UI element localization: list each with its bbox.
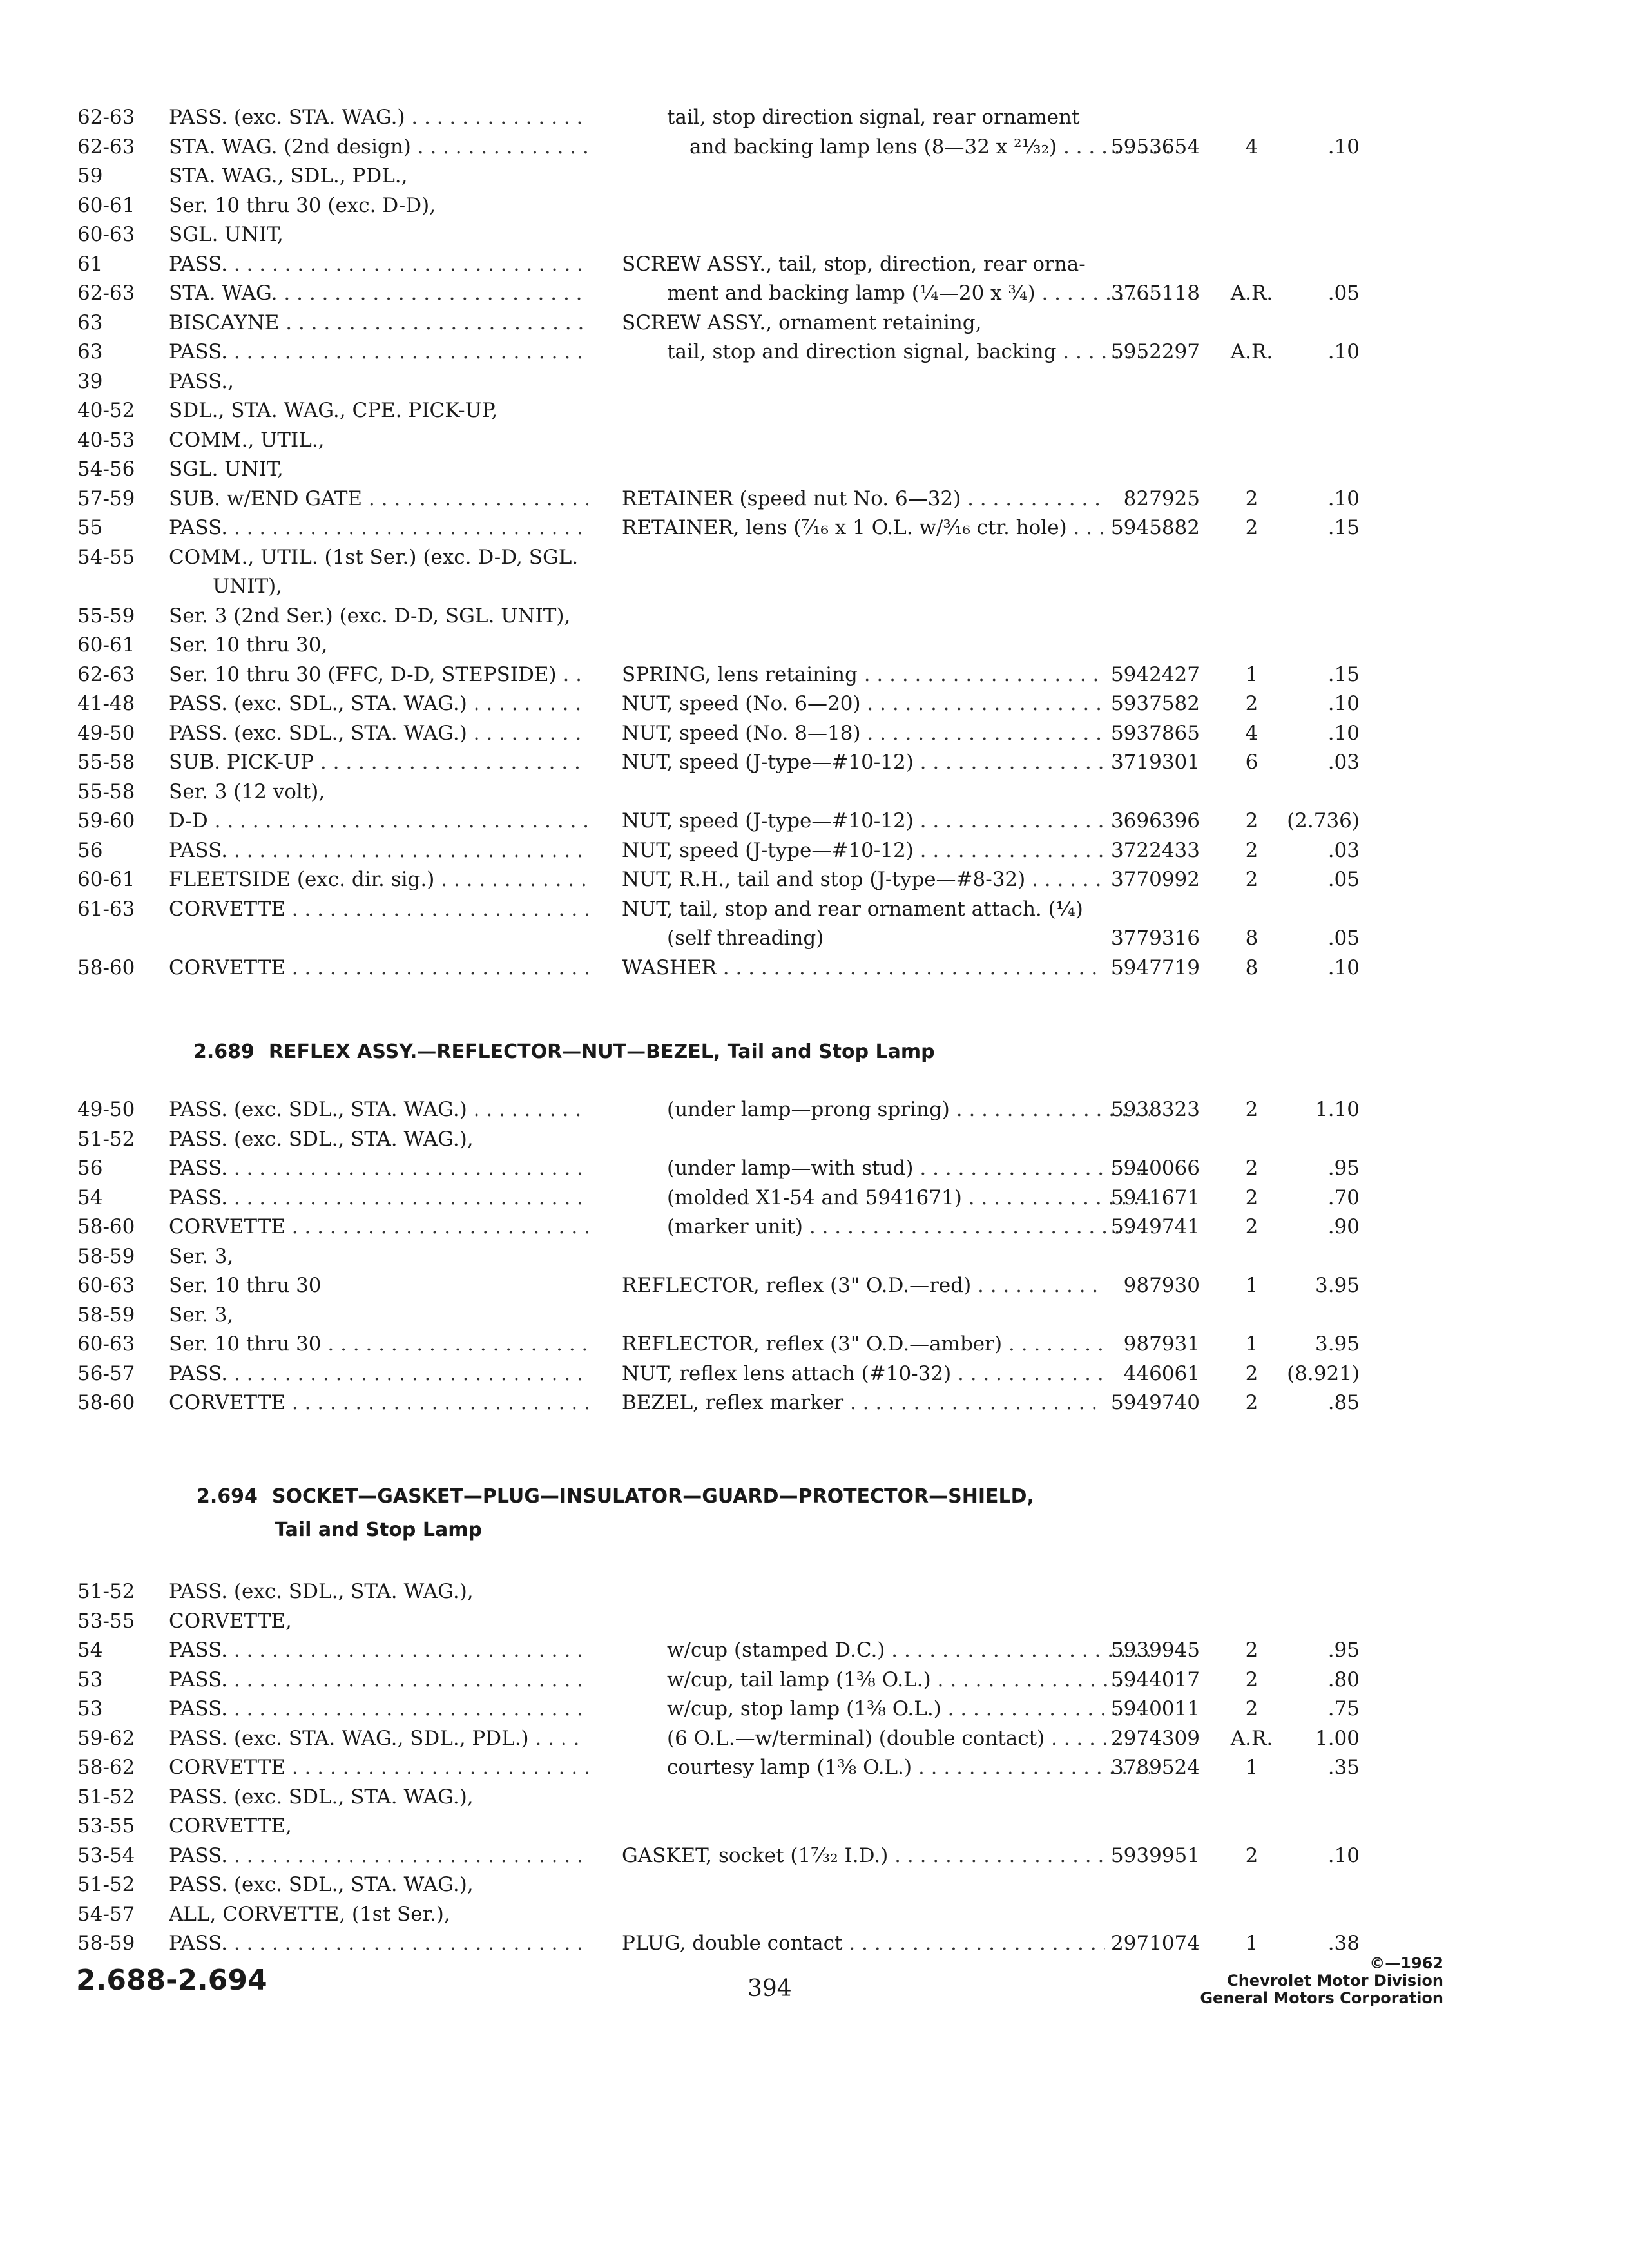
quantity: 4	[1245, 135, 1258, 159]
parts-row	[0, 338, 1629, 367]
model-description: Ser. 10 thru 30,	[169, 633, 328, 657]
part-description: tail, stop and direction signal, backing . . .	[622, 338, 1150, 367]
quantity: 2	[1245, 1697, 1258, 1720]
model-description: Ser. 3,	[169, 1244, 234, 1268]
part-description: (6 O.L.—w/terminal) (double contact) . . .	[622, 1724, 1150, 1754]
parts-row	[0, 778, 1629, 807]
quantity: 1	[1245, 662, 1258, 686]
part-number: 2974309	[1110, 1726, 1200, 1750]
section-title: SOCKET—GASKET—PLUG—INSULATOR—GUARD—PROTECTOR—SHIELD,	[271, 1485, 1034, 1508]
part-number: 3779316	[1110, 927, 1200, 950]
year-range: 54	[77, 1186, 103, 1209]
price: (8.921)	[1287, 1361, 1360, 1385]
year-range: 62-63	[77, 106, 135, 129]
model-description: PASS. . . .	[169, 1695, 588, 1724]
price: 1.00	[1315, 1726, 1360, 1750]
section-title-line2: Tail and Stop Lamp	[275, 1519, 482, 1541]
part-description: NUT, speed (No. 8—18) . . .	[622, 719, 1105, 749]
part-description: (self threading)	[667, 927, 824, 950]
section-subtitle-2-694	[275, 1514, 482, 1546]
parts-row	[0, 1184, 1629, 1213]
model-description: Ser. 3 (12 volt),	[169, 780, 325, 803]
part-description: and backing lamp lens (8—32 x ²¹⁄₃₂) . . .	[622, 133, 1173, 162]
parts-row	[0, 1125, 1629, 1155]
part-number: 3789524	[1110, 1756, 1200, 1779]
model-description: ALL, CORVETTE, (1st Ser.),	[169, 1902, 450, 1926]
price: .85	[1327, 1391, 1360, 1414]
part-number: 5939945	[1110, 1639, 1200, 1662]
year-range: 51-52	[77, 1580, 135, 1603]
part-number: 3722433	[1110, 838, 1200, 862]
model-description: PASS. (exc. SDL., STA. WAG.),	[169, 1127, 474, 1151]
parts-row	[0, 1900, 1629, 1930]
model-description: SUB. w/END GATE . . .	[169, 485, 588, 514]
year-range: 55	[77, 516, 103, 539]
year-range: 61	[77, 252, 103, 276]
quantity: 2	[1245, 1639, 1258, 1662]
price: 3.95	[1315, 1274, 1360, 1297]
model-description: PASS. (exc. STA. WAG.) . . .	[169, 103, 588, 133]
parts-row	[0, 1695, 1629, 1724]
price: .03	[1327, 838, 1360, 862]
model-description: COMM., UTIL. (1st Ser.) (exc. D-D, SGL.	[169, 545, 579, 569]
part-number: 3696396	[1110, 809, 1200, 832]
part-description: RETAINER (speed nut No. 6—32) . . .	[622, 485, 1105, 514]
parts-row	[0, 1095, 1629, 1125]
year-range: 51-52	[77, 1127, 135, 1151]
parts-row	[0, 1607, 1629, 1637]
part-number: 5937865	[1110, 721, 1200, 745]
model-description: PASS. . . .	[169, 836, 588, 866]
section-2-689	[0, 1095, 1629, 1418]
parts-row	[0, 1154, 1629, 1184]
part-description: WASHER . . .	[622, 954, 1105, 983]
price: .10	[1327, 135, 1360, 159]
model-description: PASS. . . .	[169, 514, 588, 543]
part-number: 5940011	[1110, 1697, 1200, 1720]
quantity: A.R.	[1230, 1726, 1273, 1750]
part-description: (under lamp—prong spring) . . .	[622, 1095, 1150, 1125]
parts-row	[0, 103, 1629, 133]
part-description: REFLECTOR, reflex (3" O.D.—amber) . . .	[622, 1330, 1105, 1360]
quantity: 2	[1245, 809, 1258, 832]
model-description: PASS. . . .	[169, 1666, 588, 1695]
price: .95	[1327, 1157, 1360, 1180]
year-range: 55-58	[77, 751, 135, 774]
parts-row	[0, 1213, 1629, 1242]
year-range: 40-52	[77, 399, 135, 422]
price: .10	[1327, 721, 1360, 745]
parts-row	[0, 309, 1629, 338]
page-number: 394	[747, 1975, 792, 2002]
quantity: 8	[1245, 956, 1258, 979]
parts-row	[0, 1389, 1629, 1418]
parts-row	[0, 719, 1629, 749]
model-description: PASS. (exc. SDL., STA. WAG.) . . .	[169, 1095, 588, 1125]
year-range: 57-59	[77, 486, 135, 510]
quantity: 4	[1245, 721, 1258, 745]
year-range: 54-56	[77, 457, 135, 481]
quantity: 2	[1245, 486, 1258, 510]
parts-row	[0, 1242, 1629, 1272]
page-range: 2.688-2.694	[76, 1964, 267, 1997]
model-description: Ser. 10 thru 30	[169, 1274, 322, 1297]
parts-row	[0, 367, 1629, 397]
price: .35	[1327, 1756, 1360, 1779]
parts-row	[0, 1360, 1629, 1389]
model-description: Ser. 10 thru 30 (exc. D-D),	[169, 193, 436, 217]
model-description: Ser. 10 thru 30 (FFC, D-D, STEPSIDE) . . .	[169, 660, 588, 690]
part-description: GASKET, socket (1⁷⁄₃₂ I.D.) . . .	[622, 1841, 1105, 1871]
model-description: D-D . . .	[169, 807, 588, 836]
price: .05	[1327, 927, 1360, 950]
year-range: 62-63	[77, 135, 135, 159]
year-range: 53-55	[77, 1814, 135, 1838]
parts-row	[0, 1724, 1629, 1754]
parts-row	[0, 1666, 1629, 1695]
section-title: REFLEX ASSY.—REFLECTOR—NUT—BEZEL, Tail and Stop Lamp	[268, 1041, 935, 1063]
quantity: 1	[1245, 1332, 1258, 1356]
part-description: (marker unit) . . .	[622, 1213, 1150, 1242]
model-description: PASS. (exc. STA. WAG., SDL., PDL.) . . .	[169, 1724, 588, 1754]
quantity: 1	[1245, 1932, 1258, 1955]
part-description: RETAINER, lens (⁷⁄₁₆ x 1 O.L. w/³⁄₁₆ ctr. hole) . . .	[622, 514, 1105, 543]
quantity: 2	[1245, 516, 1258, 539]
year-range: 58-59	[77, 1932, 135, 1955]
section-2-688-continued	[0, 103, 1629, 983]
model-description: PASS. . . .	[169, 1154, 588, 1184]
year-range: 58-60	[77, 956, 135, 979]
part-description: NUT, speed (J-type—#10-12) . . .	[622, 807, 1105, 836]
model-description: PASS. . . .	[169, 1929, 588, 1959]
parts-row	[0, 543, 1629, 573]
year-range: 56	[77, 838, 103, 862]
model-description: STA. WAG. . . .	[169, 279, 588, 309]
parts-row	[0, 1636, 1629, 1666]
model-description: PASS. . . .	[169, 1184, 588, 1213]
price: .15	[1327, 662, 1360, 686]
section-2-694	[0, 1577, 1629, 1959]
model-description: PASS. (exc. SDL., STA. WAG.),	[169, 1873, 474, 1896]
parts-row	[0, 1271, 1629, 1301]
quantity: 2	[1245, 1098, 1258, 1121]
price: .80	[1327, 1667, 1360, 1691]
part-number: 987930	[1123, 1274, 1200, 1297]
model-description: CORVETTE . . .	[169, 1753, 588, 1783]
model-description: PASS.,	[169, 369, 234, 393]
year-range: 53-54	[77, 1843, 135, 1867]
price: .03	[1327, 751, 1360, 774]
quantity: 2	[1245, 1186, 1258, 1209]
quantity: 6	[1245, 751, 1258, 774]
model-description: Ser. 3,	[169, 1303, 234, 1327]
model-description: PASS. (exc. SDL., STA. WAG.) . . .	[169, 689, 588, 719]
model-description: PASS. (exc. SDL., STA. WAG.),	[169, 1580, 474, 1603]
parts-row	[0, 748, 1629, 778]
year-range: 56	[77, 1157, 103, 1180]
year-range: 63	[77, 340, 103, 363]
section-number: 2.689	[193, 1041, 255, 1063]
parts-row	[0, 1577, 1629, 1607]
quantity: 2	[1245, 868, 1258, 891]
price: .10	[1327, 1843, 1360, 1867]
part-description: courtesy lamp (1⅜ O.L.) . . .	[622, 1753, 1150, 1783]
part-number: 5953654	[1110, 135, 1200, 159]
year-range: 54-55	[77, 545, 135, 569]
year-range: 60-61	[77, 633, 135, 657]
part-description: NUT, reflex lens attach (#10-32) . . .	[622, 1360, 1105, 1389]
model-description: SGL. UNIT,	[169, 223, 284, 246]
price: .15	[1327, 516, 1360, 539]
price: (2.736)	[1287, 809, 1360, 832]
model-description: CORVETTE . . .	[169, 895, 588, 925]
part-description: (molded X1-54 and 5941671) . . .	[622, 1184, 1150, 1213]
part-number: 5940066	[1110, 1157, 1200, 1180]
parts-row	[0, 572, 1629, 602]
part-number: 5938323	[1110, 1098, 1200, 1121]
price: .75	[1327, 1697, 1360, 1720]
model-description: PASS. (exc. SDL., STA. WAG.),	[169, 1785, 474, 1809]
model-description: PASS. . . .	[169, 1636, 588, 1666]
division-name: Chevrolet Motor Division	[1227, 1972, 1443, 1990]
parts-row	[0, 631, 1629, 660]
year-range: 60-63	[77, 1274, 135, 1297]
part-number: 5945882	[1110, 516, 1200, 539]
publisher-block	[1095, 1955, 1443, 2007]
part-description: NUT, R.H., tail and stop (J-type—#8-32) . . .	[622, 865, 1105, 895]
year-range: 56-57	[77, 1361, 135, 1385]
model-description: FLEETSIDE (exc. dir. sig.) . . .	[169, 865, 588, 895]
quantity: 1	[1245, 1274, 1258, 1297]
price: 3.95	[1315, 1332, 1360, 1356]
model-description: CORVETTE . . .	[169, 954, 588, 983]
parts-row	[0, 924, 1629, 954]
quantity: 8	[1245, 927, 1258, 950]
part-number: 446061	[1123, 1361, 1200, 1385]
year-range: 61-63	[77, 897, 135, 921]
year-range: 59	[77, 164, 103, 187]
part-number: 5942427	[1110, 662, 1200, 686]
year-range: 62-63	[77, 282, 135, 305]
quantity: 2	[1245, 1843, 1258, 1867]
parts-row	[0, 426, 1629, 456]
quantity: 1	[1245, 1756, 1258, 1779]
part-number: 5937582	[1110, 692, 1200, 715]
year-range: 40-53	[77, 428, 135, 452]
model-description: PASS. . . .	[169, 338, 588, 367]
part-description: NUT, speed (J-type—#10-12) . . .	[622, 748, 1105, 778]
year-range: 41-48	[77, 692, 135, 715]
model-description: CORVETTE,	[169, 1609, 292, 1633]
section-heading-2-689	[193, 1036, 935, 1068]
year-range: 39	[77, 369, 103, 393]
price: .05	[1327, 868, 1360, 891]
part-number: 5939951	[1110, 1843, 1200, 1867]
part-description: SCREW ASSY., ornament retaining,	[622, 311, 982, 334]
part-description: PLUG, double contact . . .	[622, 1929, 1105, 1959]
year-range: 58-60	[77, 1391, 135, 1414]
part-number: 5952297	[1110, 340, 1200, 363]
parts-row	[0, 602, 1629, 631]
quantity: 2	[1245, 1215, 1258, 1238]
parts-row	[0, 485, 1629, 514]
part-number: 3770992	[1110, 868, 1200, 891]
part-number: 987931	[1123, 1332, 1200, 1356]
section-heading-2-694	[197, 1481, 1034, 1513]
part-description: w/cup, stop lamp (1⅜ O.L.) . . .	[622, 1695, 1150, 1724]
year-range: 58-59	[77, 1303, 135, 1327]
price: 1.10	[1315, 1098, 1360, 1121]
price: .10	[1327, 692, 1360, 715]
price: .10	[1327, 956, 1360, 979]
part-number: 3719301	[1110, 751, 1200, 774]
price: .10	[1327, 340, 1360, 363]
part-description: tail, stop direction signal, rear ornament	[667, 106, 1080, 129]
part-number: 5941671	[1110, 1186, 1200, 1209]
part-number: 5947719	[1110, 956, 1200, 979]
part-description: REFLECTOR, reflex (3" O.D.—red) . . .	[622, 1271, 1105, 1301]
quantity: 2	[1245, 1391, 1258, 1414]
model-description: BISCAYNE . . .	[169, 309, 588, 338]
year-range: 59-62	[77, 1726, 135, 1750]
corporation-name: General Motors Corporation	[1200, 1989, 1443, 2007]
quantity: 2	[1245, 838, 1258, 862]
part-number: 827925	[1123, 486, 1200, 510]
part-description: NUT, speed (J-type—#10-12) . . .	[622, 836, 1105, 866]
price: .95	[1327, 1639, 1360, 1662]
parts-row	[0, 220, 1629, 250]
part-number: 3765118	[1110, 282, 1200, 305]
parts-row	[0, 1841, 1629, 1871]
parts-row	[0, 1870, 1629, 1900]
price: .05	[1327, 282, 1360, 305]
model-description: SDL., STA. WAG., CPE. PICK-UP,	[169, 399, 498, 422]
model-description: SUB. PICK-UP . . .	[169, 748, 588, 778]
year-range: 59-60	[77, 809, 135, 832]
model-description: SGL. UNIT,	[169, 457, 284, 481]
year-range: 60-63	[77, 1332, 135, 1356]
parts-row	[0, 836, 1629, 866]
model-description: Ser. 10 thru 30 . . .	[169, 1330, 588, 1360]
model-description: CORVETTE . . .	[169, 1389, 588, 1418]
model-description: Ser. 3 (2nd Ser.) (exc. D-D, SGL. UNIT),	[169, 604, 571, 628]
model-description: PASS. . . .	[169, 1360, 588, 1389]
part-number: 5944017	[1110, 1667, 1200, 1691]
year-range: 63	[77, 311, 103, 334]
year-range: 58-60	[77, 1215, 135, 1238]
year-range: 62-63	[77, 662, 135, 686]
quantity: A.R.	[1230, 340, 1273, 363]
year-range: 53	[77, 1697, 103, 1720]
part-description: BEZEL, reflex marker . . .	[622, 1389, 1105, 1418]
part-description: w/cup (stamped D.C.) . . .	[622, 1636, 1150, 1666]
parts-row	[0, 191, 1629, 221]
year-range: 58-62	[77, 1756, 135, 1779]
part-description: (under lamp—with stud) . . .	[622, 1154, 1150, 1184]
year-range: 51-52	[77, 1873, 135, 1896]
year-range: 53-55	[77, 1609, 135, 1633]
year-range: 55-58	[77, 780, 135, 803]
parts-row	[0, 895, 1629, 925]
parts-row	[0, 689, 1629, 719]
quantity: A.R.	[1230, 282, 1273, 305]
part-number: 5949740	[1110, 1391, 1200, 1414]
parts-row	[0, 162, 1629, 191]
quantity: 2	[1245, 1361, 1258, 1385]
year-range: 53	[77, 1667, 103, 1691]
parts-row	[0, 1783, 1629, 1812]
year-range: 60-63	[77, 223, 135, 246]
year-range: 54-57	[77, 1902, 135, 1926]
part-number: 5949741	[1110, 1215, 1200, 1238]
parts-row	[0, 396, 1629, 426]
year-range: 60-61	[77, 868, 135, 891]
price: .10	[1327, 486, 1360, 510]
price: .70	[1327, 1186, 1360, 1209]
year-range: 60-61	[77, 193, 135, 217]
copyright: ©—1962	[1369, 1954, 1443, 1972]
year-range: 58-59	[77, 1244, 135, 1268]
model-description: PASS. (exc. SDL., STA. WAG.) . . .	[169, 719, 588, 749]
model-description: COMM., UTIL.,	[169, 428, 325, 452]
price: .90	[1327, 1215, 1360, 1238]
quantity: 2	[1245, 692, 1258, 715]
parts-row	[0, 133, 1629, 162]
year-range: 55-59	[77, 604, 135, 628]
parts-row	[0, 807, 1629, 836]
parts-row	[0, 1330, 1629, 1360]
parts-row	[0, 279, 1629, 309]
parts-row	[0, 1812, 1629, 1841]
parts-row	[0, 865, 1629, 895]
year-range: 49-50	[77, 721, 135, 745]
year-range: 54	[77, 1639, 103, 1662]
parts-row	[0, 660, 1629, 690]
model-description: STA. WAG. (2nd design) . . .	[169, 133, 588, 162]
price: .38	[1327, 1932, 1360, 1955]
model-description: CORVETTE,	[169, 1814, 292, 1838]
parts-row	[0, 455, 1629, 485]
part-description: SPRING, lens retaining . . .	[622, 660, 1105, 690]
parts-row	[0, 954, 1629, 983]
year-range: 49-50	[77, 1098, 135, 1121]
model-description: CORVETTE . . .	[169, 1213, 588, 1242]
part-description: ment and backing lamp (¼—20 x ¾) . . .	[622, 279, 1150, 309]
parts-row	[0, 250, 1629, 280]
part-description: NUT, speed (No. 6—20) . . .	[622, 689, 1105, 719]
year-range: 51-52	[77, 1785, 135, 1809]
quantity: 2	[1245, 1157, 1258, 1180]
part-description: NUT, tail, stop and rear ornament attach. (¼)	[622, 897, 1083, 921]
model-description: STA. WAG., SDL., PDL.,	[169, 164, 408, 187]
parts-row	[0, 1301, 1629, 1331]
section-number: 2.694	[197, 1485, 258, 1508]
part-description: w/cup, tail lamp (1⅜ O.L.) . . .	[622, 1666, 1150, 1695]
model-description: UNIT),	[213, 575, 283, 598]
parts-row	[0, 514, 1629, 543]
part-description: SCREW ASSY., tail, stop, direction, rear orna-	[622, 252, 1086, 276]
parts-row	[0, 1753, 1629, 1783]
model-description: PASS. . . .	[169, 250, 588, 280]
part-number: 2971074	[1110, 1932, 1200, 1955]
model-description: PASS. . . .	[169, 1841, 588, 1871]
quantity: 2	[1245, 1667, 1258, 1691]
